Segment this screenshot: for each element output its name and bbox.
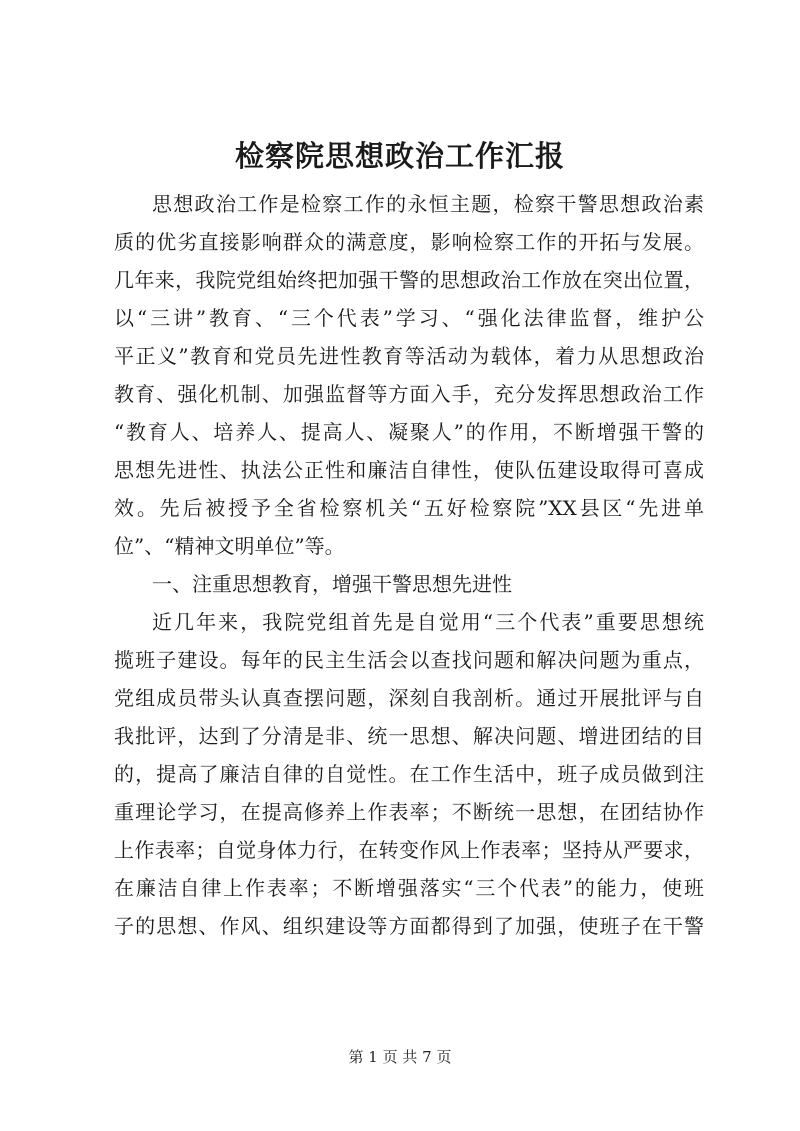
paragraph-line: 在廉洁自律上作表率；不断增强落实“三个代表”的能力，使班 xyxy=(114,876,704,900)
paragraph-line: 思想政治工作是检察工作的永恒主题，检察干警思想政治素 xyxy=(152,192,704,216)
paragraph-line: 质的优劣直接影响群众的满意度，影响检察工作的开拓与发展。 xyxy=(114,230,704,254)
paragraph-line: 以“三讲”教育、“三个代表”学习、“强化法律监督，维护公 xyxy=(114,306,704,330)
paragraph-line: 思想先进性、执法公正性和廉洁自律性，使队伍建设取得可喜成 xyxy=(114,458,704,482)
paragraph-line: 子的思想、作风、组织建设等方面都得到了加强，使班子在干警 xyxy=(114,914,704,938)
paragraph-line: 平正义”教育和党员先进性教育等活动为载体，着力从思想政治 xyxy=(114,344,704,368)
section-heading: 一、注重思想教育，增强干警思想先进性 xyxy=(152,572,512,596)
paragraph-line: 党组成员带头认真查摆问题，深刻自我剖析。通过开展批评与自 xyxy=(114,686,704,710)
document-body xyxy=(114,185,704,945)
paragraph-line: 教育、强化机制、加强监督等方面入手，充分发挥思想政治工作 xyxy=(114,382,704,406)
paragraph-line: 上作表率；自觉身体力行，在转变作风上作表率；坚持从严要求， xyxy=(114,838,704,862)
paragraph-line: 效。先后被授予全省检察机关“五好检察院”XX县区“先进单 xyxy=(114,496,704,520)
paragraph-line: 我批评，达到了分清是非、统一思想、解决问题、增进团结的目 xyxy=(114,724,704,748)
paragraph-line: 揽班子建设。每年的民主生活会以查找问题和解决问题为重点， xyxy=(114,648,704,672)
paragraph-line: 重理论学习，在提高修养上作表率；不断统一思想，在团结协作 xyxy=(114,800,704,824)
paragraph-line: 几年来，我院党组始终把加强干警的思想政治工作放在突出位置， xyxy=(114,268,704,292)
document-title: 检察院思想政治工作汇报 xyxy=(234,139,565,173)
paragraph-line: 位”、“精神文明单位”等。 xyxy=(114,534,345,558)
paragraph-line: 的，提高了廉洁自律的自觉性。在工作生活中，班子成员做到注 xyxy=(114,762,704,786)
paragraph-line: “教育人、培养人、提高人、凝聚人”的作用，不断增强干警的 xyxy=(114,420,704,444)
paragraph-line: 近几年来，我院党组首先是自觉用“三个代表”重要思想统 xyxy=(152,610,704,634)
page-number-footer: 第 1 页 共 7 页 xyxy=(348,1048,452,1066)
